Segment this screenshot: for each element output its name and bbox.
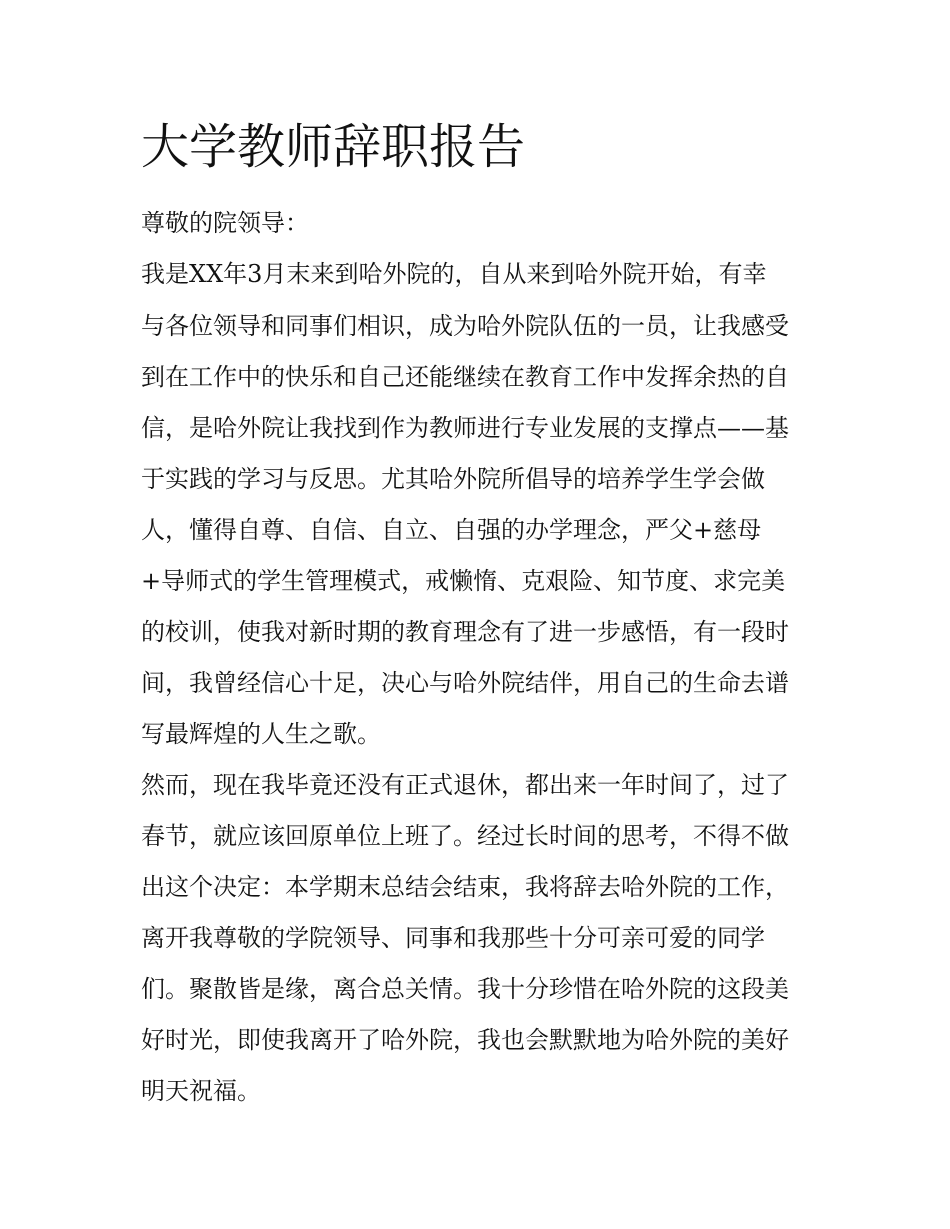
paragraph-line: 明天祝福。 [141,1077,261,1105]
paragraph-line: 出这个决定：本学期末总结会结束，我将辞去哈外院的工作， [141,873,789,901]
paragraph-line: 好时光，即使我离开了哈外院，我也会默默地为哈外院的美好 [141,1026,789,1054]
paragraph-line: 到在工作中的快乐和自己还能继续在教育工作中发挥余热的自 [141,363,789,391]
paragraph-line: 们。聚散皆是缘，离合总关情。我十分珍惜在哈外院的这段美 [141,975,789,1003]
paragraph-line: 离开我尊敬的学院领导、同事和我那些十分可亲可爱的同学 [141,924,765,952]
document-title: 大学教师辞职报告 [141,119,526,175]
paragraph-line: 于实践的学习与反思。尤其哈外院所倡导的培养学生学会做 [141,465,765,493]
salutation: 尊敬的院领导： [141,209,309,237]
paragraph-line: 信，是哈外院让我找到作为教师进行专业发展的支撑点——基 [141,414,789,442]
paragraph-line: 间，我曾经信心十足，决心与哈外院结伴，用自己的生命去谱 [141,669,789,697]
paragraph-line: 然而，现在我毕竟还没有正式退休，都出来一年时间了，过了 [141,771,789,799]
paragraph-line: 与各位领导和同事们相识，成为哈外院队伍的一员，让我感受 [141,312,789,340]
paragraph-line: 春节，就应该回原单位上班了。经过长时间的思考，不得不做 [141,822,789,850]
paragraph-line: 我是XX年3月末来到哈外院的，自从来到哈外院开始，有幸 [141,260,767,288]
paragraph-line: 写最辉煌的人生之歌。 [141,720,381,748]
paragraph-line: +导师式的学生管理模式，戒懒惰、克艰险、知节度、求完美 [141,567,786,595]
paragraph-line: 的校训，使我对新时期的教育理念有了进一步感悟，有一段时 [141,618,789,646]
paragraph-line: 人，懂得自尊、自信、自立、自强的办学理念，严父+慈母 [141,516,762,544]
